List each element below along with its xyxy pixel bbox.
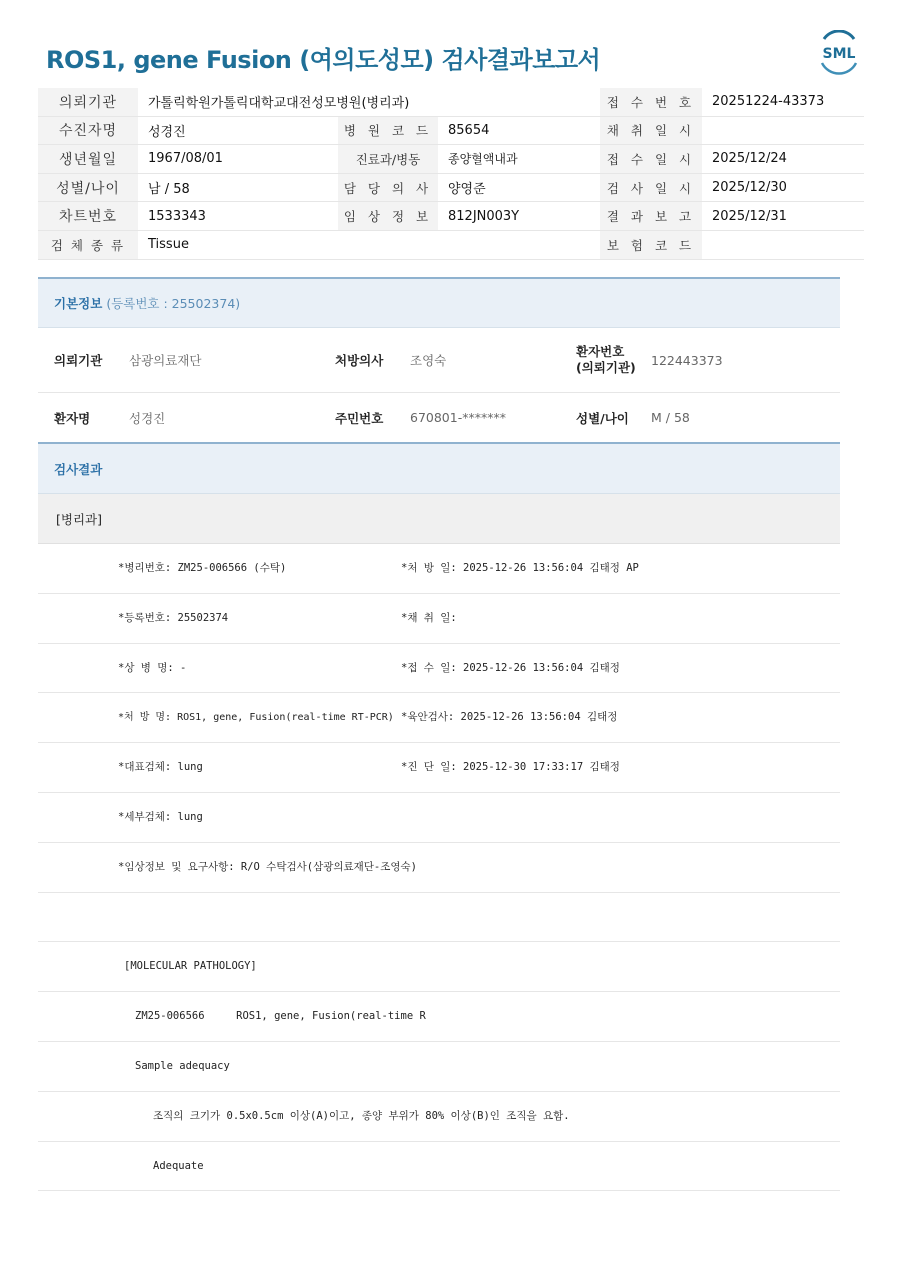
result-left: *병리번호: ZM25-006566 (수탁) [118, 562, 287, 574]
basic-info-header [38, 277, 840, 328]
label-collection-date: 채 취 일 시 [600, 117, 702, 145]
value-sex-age: 남 / 58 [148, 182, 190, 198]
label-requesting-org: 의뢰기관 [38, 88, 138, 116]
value-department: 종양혈액내과 [448, 152, 518, 167]
molecular-row [38, 1092, 840, 1142]
basic-info-row [38, 393, 840, 444]
molecular-test-line: ZM25-006566 ROS1, gene, Fusion(real-time R [135, 1010, 426, 1023]
value-hospital-code: 85654 [448, 122, 490, 138]
label-birth-date: 생년월일 [38, 145, 138, 173]
results-header [38, 444, 840, 494]
label-clinical-info: 임 상 정 보 [338, 202, 438, 230]
label-patient-id-line1: 환자번호 [576, 344, 625, 359]
value-attending-doctor: 양영준 [448, 182, 486, 198]
result-right: *접 수 일: 2025-12-26 13:56:04 김태정 [401, 661, 620, 674]
info-row [38, 145, 864, 174]
info-row [38, 174, 864, 203]
result-right: *육안검사: 2025-12-26 13:56:04 김태정 [401, 711, 618, 724]
result-row [38, 544, 840, 594]
result-right: *처 방 일: 2025-12-26 13:56:04 김태정 AP [401, 562, 639, 574]
value-prescriber: 조영숙 [410, 353, 447, 368]
result-left: *임상정보 및 요구사항: R/O 수탁검사(삼광의료재단-조영숙) [118, 860, 418, 873]
basic-info-row [38, 328, 840, 393]
info-row [38, 88, 864, 117]
label-sex-age-2: 성별/나이 [576, 410, 629, 426]
result-row [38, 843, 840, 893]
patient-info-table [38, 88, 864, 260]
result-row [38, 793, 840, 843]
label-prescriber: 처방의사 [335, 353, 384, 368]
label-hospital-code: 병 원 코 드 [338, 117, 438, 145]
label-department: 진료과/병동 [338, 145, 438, 173]
label-org: 의뢰기관 [54, 353, 103, 368]
registration-note: (등록번호 : 25502374) [106, 296, 241, 311]
result-row [38, 594, 840, 644]
basic-info-table [38, 328, 840, 444]
label-patient-id [576, 344, 646, 376]
result-row [38, 743, 840, 793]
value-patient-name: 성경진 [148, 124, 186, 140]
basic-info-title: 기본정보 [54, 296, 103, 311]
value-accession-no: 20251224-43373 [712, 94, 825, 110]
report-title: ROS1, gene Fusion (여의도성모) 검사결과보고서 [46, 46, 601, 74]
department-bar [38, 494, 840, 544]
label-specimen-type: 검 체 종 류 [38, 231, 138, 259]
result-left: *상 병 명: - [118, 661, 187, 674]
adequacy-label: Sample adequacy [135, 1059, 230, 1072]
value-result-report: 2025/12/31 [712, 208, 787, 224]
adequacy-value: Adequate [153, 1159, 204, 1172]
result-left: *대표검체: lung [118, 761, 203, 774]
value-org: 삼광의료재단 [129, 353, 202, 368]
label-chart-no: 차트번호 [38, 202, 138, 230]
result-left: *등록번호: 25502374 [118, 611, 229, 624]
info-row [38, 231, 864, 260]
logo-text: SML [822, 46, 856, 62]
result-left: *처 방 명: ROS1, gene, Fusion(real-time RT-PCR) [118, 712, 394, 724]
value-sex-age-2: M / 58 [651, 410, 690, 425]
label-name: 환자명 [54, 410, 91, 426]
result-row [38, 644, 840, 694]
label-patient-id-line2: (의뢰기관) [576, 360, 636, 375]
molecular-heading: [MOLECULAR PATHOLOGY] [124, 960, 257, 973]
molecular-row [38, 942, 840, 992]
label-rrn: 주민번호 [335, 410, 384, 426]
value-birth-date: 1967/08/01 [148, 151, 223, 167]
result-row [38, 693, 840, 743]
sml-logo [816, 30, 862, 76]
result-right: *진 단 일: 2025-12-30 17:33:17 김태정 [401, 761, 620, 774]
molecular-row [38, 1042, 840, 1092]
value-chart-no: 1533343 [148, 208, 206, 224]
value-clinical-info: 812JN003Y [448, 208, 520, 224]
adequacy-criteria: 조직의 크기가 0.5x0.5cm 이상(A)이고, 종양 부위가 80% 이상(B)인 조직을 요함. [153, 1109, 570, 1122]
label-receipt-date: 접 수 일 시 [600, 145, 702, 173]
result-row-blank [38, 893, 840, 943]
label-sex-age: 성별/나이 [38, 174, 138, 202]
label-insurance-code: 보 험 코 드 [600, 231, 702, 259]
label-result-report: 결 과 보 고 [600, 202, 702, 230]
value-requesting-org: 가톨릭학원가톨릭대학교대전성모병원(병리과) [148, 96, 410, 112]
value-rrn: 670801-******* [410, 410, 506, 425]
label-test-date: 검 사 일 시 [600, 174, 702, 202]
info-row [38, 202, 864, 231]
label-accession-no: 접 수 번 호 [600, 88, 702, 116]
value-name: 성경진 [129, 410, 166, 426]
label-patient-name: 수진자명 [38, 117, 138, 145]
molecular-row [38, 992, 840, 1042]
value-test-date: 2025/12/30 [712, 180, 787, 196]
result-right: *채 취 일: [401, 611, 457, 624]
info-row [38, 117, 864, 146]
value-collection-date [702, 117, 864, 145]
value-receipt-date: 2025/12/24 [712, 151, 787, 167]
value-patient-id: 122443373 [651, 352, 723, 368]
molecular-row [38, 1142, 840, 1192]
result-table [38, 544, 840, 1191]
value-insurance-code [702, 231, 864, 259]
value-specimen-type: Tissue [148, 237, 189, 253]
result-left: *세부검체: lung [118, 810, 203, 823]
results-title: 검사결과 [54, 461, 103, 477]
department-label: [병리과] [56, 511, 102, 527]
label-attending-doctor: 담 당 의 사 [338, 174, 438, 202]
